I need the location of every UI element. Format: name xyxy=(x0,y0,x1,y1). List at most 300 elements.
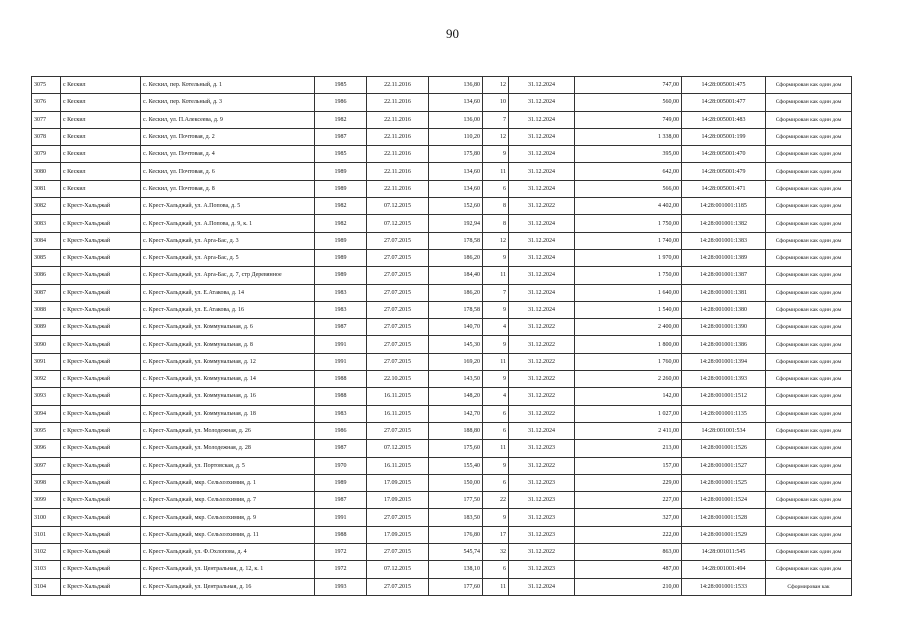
year-built-cell: 1972 xyxy=(315,544,367,561)
record-date-cell: 27.07.2015 xyxy=(367,509,429,526)
record-date-cell: 27.07.2015 xyxy=(367,267,429,284)
status-cell: Сформирован как один дом xyxy=(766,267,852,284)
cadastral-number-cell: 14:28:005001:199 xyxy=(682,128,766,145)
settlement-cell: с Кескил xyxy=(61,77,141,94)
table-row xyxy=(32,492,852,509)
cadastral-number-cell: 14:28:001001:1382 xyxy=(682,215,766,232)
end-date-cell: 31.12.2022 xyxy=(509,405,575,422)
area-cell: 176,80 xyxy=(429,526,483,543)
cadastral-number-cell: 14:28:001011:545 xyxy=(682,544,766,561)
residents-count-cell: 8 xyxy=(483,215,509,232)
table-row xyxy=(32,146,852,163)
year-built-cell: 1982 xyxy=(315,215,367,232)
cadastral-number-cell: 14:28:001001:1390 xyxy=(682,319,766,336)
cadastral-number-cell: 14:28:001001:1525 xyxy=(682,474,766,491)
end-date-cell: 31.12.2024 xyxy=(509,249,575,266)
area-cell: 138,10 xyxy=(429,561,483,578)
row-number-cell: 3101 xyxy=(32,526,61,543)
end-date-cell: 31.12.2024 xyxy=(509,232,575,249)
year-built-cell: 1993 xyxy=(315,578,367,595)
cadastral-number-cell: 14:28:005001:471 xyxy=(682,180,766,197)
residents-count-cell: 12 xyxy=(483,77,509,94)
status-cell: Сформирован как один дом xyxy=(766,353,852,370)
settlement-cell: с Кескил xyxy=(61,163,141,180)
row-number-cell: 3090 xyxy=(32,336,61,353)
cost-cell: 1 760,00 xyxy=(575,353,682,370)
row-number-cell: 3099 xyxy=(32,492,61,509)
area-cell: 183,50 xyxy=(429,509,483,526)
end-date-cell: 31.12.2022 xyxy=(509,336,575,353)
settlement-cell: с Крест-Хальджай xyxy=(61,301,141,318)
year-built-cell: 1983 xyxy=(315,301,367,318)
record-date-cell: 27.07.2015 xyxy=(367,336,429,353)
table-row xyxy=(32,336,852,353)
settlement-cell: с Крест-Хальджай xyxy=(61,388,141,405)
cadastral-number-cell: 14:28:001001:494 xyxy=(682,561,766,578)
status-cell: Сформирован как один дом xyxy=(766,509,852,526)
status-cell: Сформирован как один дом xyxy=(766,249,852,266)
cadastral-number-cell: 14:28:005001:477 xyxy=(682,94,766,111)
settlement-cell: с Крест-Хальджай xyxy=(61,284,141,301)
record-date-cell: 16.11.2015 xyxy=(367,405,429,422)
address-cell: с. Крест-Хальджай, ул. Е.Атакова, д. 16 xyxy=(141,301,315,318)
year-built-cell: 1985 xyxy=(315,77,367,94)
table-row xyxy=(32,544,852,561)
area-cell: 188,80 xyxy=(429,422,483,439)
record-date-cell: 07.12.2015 xyxy=(367,561,429,578)
record-date-cell: 22.11.2016 xyxy=(367,111,429,128)
row-number-cell: 3097 xyxy=(32,457,61,474)
cost-cell: 1 800,00 xyxy=(575,336,682,353)
status-cell: Сформирован как один дом xyxy=(766,319,852,336)
settlement-cell: с Крест-Хальджай xyxy=(61,509,141,526)
table-row xyxy=(32,163,852,180)
end-date-cell: 31.12.2024 xyxy=(509,422,575,439)
row-number-cell: 3102 xyxy=(32,544,61,561)
area-cell: 140,70 xyxy=(429,319,483,336)
record-date-cell: 27.07.2015 xyxy=(367,319,429,336)
record-date-cell: 27.07.2015 xyxy=(367,301,429,318)
cost-cell: 1 970,00 xyxy=(575,249,682,266)
cost-cell: 4 402,00 xyxy=(575,198,682,215)
cadastral-number-cell: 14:28:001001:1524 xyxy=(682,492,766,509)
address-cell: с. Крест-Хальджай, ул. Е.Атакова, д. 14 xyxy=(141,284,315,301)
settlement-cell: с Крест-Хальджай xyxy=(61,492,141,509)
table-row xyxy=(32,198,852,215)
residents-count-cell: 10 xyxy=(483,94,509,111)
end-date-cell: 31.12.2024 xyxy=(509,128,575,145)
area-cell: 545,74 xyxy=(429,544,483,561)
record-date-cell: 17.09.2015 xyxy=(367,474,429,491)
residents-count-cell: 4 xyxy=(483,319,509,336)
residents-count-cell: 9 xyxy=(483,371,509,388)
end-date-cell: 31.12.2022 xyxy=(509,457,575,474)
area-cell: 178,58 xyxy=(429,232,483,249)
settlement-cell: с Крест-Хальджай xyxy=(61,474,141,491)
address-cell: с. Кескил, ул. Почтовая, д. 4 xyxy=(141,146,315,163)
cadastral-number-cell: 14:28:001001:1529 xyxy=(682,526,766,543)
area-cell: 143,50 xyxy=(429,371,483,388)
address-cell: с. Крест-Хальджай, мкр. Сельхозхимия, д. 9 xyxy=(141,509,315,526)
year-built-cell: 1987 xyxy=(315,319,367,336)
status-cell: Сформирован как один дом xyxy=(766,77,852,94)
cadastral-number-cell: 14:28:001001:1185 xyxy=(682,198,766,215)
cost-cell: 210,00 xyxy=(575,578,682,595)
end-date-cell: 31.12.2024 xyxy=(509,301,575,318)
address-cell: с. Крест-Хальджай, ул. Ф.Охлопова, д. 4 xyxy=(141,544,315,561)
settlement-cell: с Крест-Хальджай xyxy=(61,198,141,215)
residents-count-cell: 9 xyxy=(483,457,509,474)
cost-cell: 327,00 xyxy=(575,509,682,526)
record-date-cell: 22.11.2016 xyxy=(367,94,429,111)
area-cell: 169,20 xyxy=(429,353,483,370)
table-row xyxy=(32,474,852,491)
end-date-cell: 31.12.2022 xyxy=(509,544,575,561)
address-cell: с. Крест-Хальджай, ул. Центральная, д. 16 xyxy=(141,578,315,595)
cadastral-number-cell: 14:28:001001:1528 xyxy=(682,509,766,526)
address-cell: с. Кескил, ул. Почтовая, д. 2 xyxy=(141,128,315,145)
cadastral-number-cell: 14:28:001001:1383 xyxy=(682,232,766,249)
address-cell: с. Крест-Хальджай, ул. Коммунальная, д. 18 xyxy=(141,405,315,422)
cadastral-number-cell: 14:28:005001:483 xyxy=(682,111,766,128)
end-date-cell: 31.12.2023 xyxy=(509,526,575,543)
address-cell: с. Крест-Хальджай, мкр. Сельхозхимия, д. 1 xyxy=(141,474,315,491)
residents-count-cell: 9 xyxy=(483,146,509,163)
residents-count-cell: 22 xyxy=(483,492,509,509)
row-number-cell: 3092 xyxy=(32,371,61,388)
end-date-cell: 31.12.2024 xyxy=(509,284,575,301)
table-row xyxy=(32,440,852,457)
year-built-cell: 1986 xyxy=(315,422,367,439)
address-cell: с. Крест-Хальджай, ул. Коммунальная, д. 6 xyxy=(141,319,315,336)
status-cell: Сформирован как один дом xyxy=(766,284,852,301)
end-date-cell: 31.12.2024 xyxy=(509,77,575,94)
record-date-cell: 16.11.2015 xyxy=(367,388,429,405)
year-built-cell: 1991 xyxy=(315,509,367,526)
end-date-cell: 31.12.2023 xyxy=(509,492,575,509)
table-row xyxy=(32,249,852,266)
cadastral-number-cell: 14:28:001001:1527 xyxy=(682,457,766,474)
address-cell: с. Кескил, ул. Почтовая, д. 8 xyxy=(141,180,315,197)
address-cell: с. Крест-Хальджай, мкр. Сельхозхимия, д. 7 xyxy=(141,492,315,509)
year-built-cell: 1985 xyxy=(315,146,367,163)
cost-cell: 2 260,00 xyxy=(575,371,682,388)
row-number-cell: 3076 xyxy=(32,94,61,111)
cost-cell: 142,00 xyxy=(575,388,682,405)
settlement-cell: с Крест-Хальджай xyxy=(61,561,141,578)
area-cell: 134,60 xyxy=(429,163,483,180)
address-cell: с. Крест-Хальджай, ул. Арга-Бас, д. 5 xyxy=(141,249,315,266)
row-number-cell: 3088 xyxy=(32,301,61,318)
area-cell: 175,80 xyxy=(429,146,483,163)
record-date-cell: 07.12.2015 xyxy=(367,198,429,215)
settlement-cell: с Крест-Хальджай xyxy=(61,319,141,336)
cadastral-number-cell: 14:28:001001:1394 xyxy=(682,353,766,370)
residents-count-cell: 32 xyxy=(483,544,509,561)
cadastral-number-cell: 14:28:001001:1526 xyxy=(682,440,766,457)
address-cell: с. Кескил, ул. П.Алексеева, д. 9 xyxy=(141,111,315,128)
row-number-cell: 3091 xyxy=(32,353,61,370)
settlement-cell: с Крест-Хальджай xyxy=(61,249,141,266)
status-cell: Сформирован как один дом xyxy=(766,440,852,457)
row-number-cell: 3080 xyxy=(32,163,61,180)
cost-cell: 1 750,00 xyxy=(575,215,682,232)
end-date-cell: 31.12.2023 xyxy=(509,474,575,491)
cadastral-number-cell: 14:28:005001:479 xyxy=(682,163,766,180)
area-cell: 150,00 xyxy=(429,474,483,491)
table-row xyxy=(32,561,852,578)
status-cell: Сформирован как один дом xyxy=(766,457,852,474)
row-number-cell: 3078 xyxy=(32,128,61,145)
end-date-cell: 31.12.2024 xyxy=(509,163,575,180)
table-row xyxy=(32,180,852,197)
record-date-cell: 27.07.2015 xyxy=(367,353,429,370)
row-number-cell: 3075 xyxy=(32,77,61,94)
residents-count-cell: 12 xyxy=(483,232,509,249)
address-cell: с. Крест-Хальджай, мкр. Сельхозхимия, д. 11 xyxy=(141,526,315,543)
area-cell: 136,00 xyxy=(429,111,483,128)
row-number-cell: 3077 xyxy=(32,111,61,128)
residents-count-cell: 11 xyxy=(483,267,509,284)
settlement-cell: с Крест-Хальджай xyxy=(61,267,141,284)
cost-cell: 749,00 xyxy=(575,111,682,128)
row-number-cell: 3085 xyxy=(32,249,61,266)
cost-cell: 227,00 xyxy=(575,492,682,509)
settlement-cell: с Крест-Хальджай xyxy=(61,405,141,422)
settlement-cell: с Крест-Хальджай xyxy=(61,457,141,474)
year-built-cell: 1989 xyxy=(315,180,367,197)
table-row xyxy=(32,371,852,388)
status-cell: Сформирован как один дом xyxy=(766,94,852,111)
end-date-cell: 31.12.2023 xyxy=(509,440,575,457)
housing-registry-table xyxy=(31,76,852,596)
row-number-cell: 3094 xyxy=(32,405,61,422)
cost-cell: 487,00 xyxy=(575,561,682,578)
cadastral-number-cell: 14:28:001001:1393 xyxy=(682,371,766,388)
table-row xyxy=(32,301,852,318)
year-built-cell: 1987 xyxy=(315,492,367,509)
cadastral-number-cell: 14:28:001001:1387 xyxy=(682,267,766,284)
cost-cell: 1 640,00 xyxy=(575,284,682,301)
record-date-cell: 22.10.2015 xyxy=(367,371,429,388)
settlement-cell: с Кескил xyxy=(61,111,141,128)
row-number-cell: 3100 xyxy=(32,509,61,526)
status-cell: Сформирован как один дом xyxy=(766,180,852,197)
end-date-cell: 31.12.2022 xyxy=(509,198,575,215)
status-cell: Сформирован как один дом xyxy=(766,492,852,509)
settlement-cell: с Крест-Хальджай xyxy=(61,371,141,388)
area-cell: 134,60 xyxy=(429,94,483,111)
settlement-cell: с Крест-Хальджай xyxy=(61,215,141,232)
record-date-cell: 07.12.2015 xyxy=(367,215,429,232)
status-cell: Сформирован как один дом xyxy=(766,198,852,215)
address-cell: с. Крест-Хальджай, ул. Молодежная, д. 26 xyxy=(141,422,315,439)
year-built-cell: 1991 xyxy=(315,336,367,353)
cost-cell: 213,00 xyxy=(575,440,682,457)
row-number-cell: 3093 xyxy=(32,388,61,405)
record-date-cell: 27.07.2015 xyxy=(367,544,429,561)
address-cell: с. Кескил, ул. Почтовая, д. 6 xyxy=(141,163,315,180)
cost-cell: 2 411,00 xyxy=(575,422,682,439)
area-cell: 152,60 xyxy=(429,198,483,215)
residents-count-cell: 11 xyxy=(483,163,509,180)
residents-count-cell: 6 xyxy=(483,474,509,491)
address-cell: с. Крест-Хальджай, ул. Молодежная, д. 28 xyxy=(141,440,315,457)
cadastral-number-cell: 14:28:005001:475 xyxy=(682,77,766,94)
cost-cell: 1 540,00 xyxy=(575,301,682,318)
end-date-cell: 31.12.2024 xyxy=(509,267,575,284)
address-cell: с. Крест-Хальджай, ул. Коммунальная, д. 14 xyxy=(141,371,315,388)
record-date-cell: 22.11.2016 xyxy=(367,77,429,94)
address-cell: с. Крест-Хальджай, ул. А.Попова, д. 5 xyxy=(141,198,315,215)
end-date-cell: 31.12.2024 xyxy=(509,578,575,595)
cadastral-number-cell: 14:28:001001:1389 xyxy=(682,249,766,266)
address-cell: с. Крест-Хальджай, ул. Коммунальная, д. 12 xyxy=(141,353,315,370)
residents-count-cell: 9 xyxy=(483,336,509,353)
row-number-cell: 3087 xyxy=(32,284,61,301)
year-built-cell: 1991 xyxy=(315,353,367,370)
status-cell: Сформирован как один дом xyxy=(766,232,852,249)
table-row xyxy=(32,128,852,145)
record-date-cell: 22.11.2016 xyxy=(367,146,429,163)
residents-count-cell: 7 xyxy=(483,111,509,128)
cadastral-number-cell: 14:28:001001:1533 xyxy=(682,578,766,595)
cost-cell: 747,00 xyxy=(575,77,682,94)
cadastral-number-cell: 14:28:001001:1386 xyxy=(682,336,766,353)
row-number-cell: 3086 xyxy=(32,267,61,284)
end-date-cell: 31.12.2024 xyxy=(509,146,575,163)
row-number-cell: 3079 xyxy=(32,146,61,163)
row-number-cell: 3083 xyxy=(32,215,61,232)
row-number-cell: 3095 xyxy=(32,422,61,439)
record-date-cell: 27.07.2015 xyxy=(367,232,429,249)
status-cell: Сформирован как один дом xyxy=(766,111,852,128)
record-date-cell: 16.11.2015 xyxy=(367,457,429,474)
year-built-cell: 1988 xyxy=(315,371,367,388)
area-cell: 192,94 xyxy=(429,215,483,232)
cost-cell: 1 027,00 xyxy=(575,405,682,422)
residents-count-cell: 9 xyxy=(483,509,509,526)
residents-count-cell: 6 xyxy=(483,561,509,578)
year-built-cell: 1989 xyxy=(315,267,367,284)
cadastral-number-cell: 14:28:001001:1135 xyxy=(682,405,766,422)
area-cell: 177,60 xyxy=(429,578,483,595)
cadastral-number-cell: 14:28:005001:470 xyxy=(682,146,766,163)
cost-cell: 1 338,00 xyxy=(575,128,682,145)
table-row xyxy=(32,457,852,474)
status-cell: Сформирован как один дом xyxy=(766,526,852,543)
end-date-cell: 31.12.2024 xyxy=(509,94,575,111)
page-number: 90 xyxy=(446,26,459,41)
record-date-cell: 22.11.2016 xyxy=(367,163,429,180)
settlement-cell: с Кескил xyxy=(61,146,141,163)
table-row xyxy=(32,94,852,111)
settlement-cell: с Кескил xyxy=(61,180,141,197)
table-row xyxy=(32,215,852,232)
cadastral-number-cell: 14:28:001001:1512 xyxy=(682,388,766,405)
year-built-cell: 1989 xyxy=(315,249,367,266)
address-cell: с. Крест-Хальджай, ул. Центральная, д. 12, к. 1 xyxy=(141,561,315,578)
year-built-cell: 1987 xyxy=(315,128,367,145)
row-number-cell: 3098 xyxy=(32,474,61,491)
cost-cell: 560,00 xyxy=(575,94,682,111)
residents-count-cell: 11 xyxy=(483,578,509,595)
cost-cell: 2 400,00 xyxy=(575,319,682,336)
status-cell: Сформирован как один дом xyxy=(766,163,852,180)
end-date-cell: 31.12.2022 xyxy=(509,371,575,388)
settlement-cell: с Кескил xyxy=(61,94,141,111)
cost-cell: 642,00 xyxy=(575,163,682,180)
cost-cell: 1 750,00 xyxy=(575,267,682,284)
year-built-cell: 1989 xyxy=(315,474,367,491)
settlement-cell: с Крест-Хальджай xyxy=(61,353,141,370)
area-cell: 110,20 xyxy=(429,128,483,145)
year-built-cell: 1986 xyxy=(315,94,367,111)
record-date-cell: 27.07.2015 xyxy=(367,284,429,301)
address-cell: с. Крест-Хальджай, ул. Коммунальная, д. 16 xyxy=(141,388,315,405)
table-row xyxy=(32,77,852,94)
end-date-cell: 31.12.2022 xyxy=(509,353,575,370)
year-built-cell: 1989 xyxy=(315,232,367,249)
settlement-cell: с Кескил xyxy=(61,128,141,145)
residents-count-cell: 4 xyxy=(483,388,509,405)
record-date-cell: 27.07.2015 xyxy=(367,249,429,266)
area-cell: 184,40 xyxy=(429,267,483,284)
residents-count-cell: 6 xyxy=(483,405,509,422)
status-cell: Сформирован как один дом xyxy=(766,336,852,353)
address-cell: с. Крест-Хальджай, ул. Арга-Бас, д. 7, стр Деревянное xyxy=(141,267,315,284)
cost-cell: 863,00 xyxy=(575,544,682,561)
record-date-cell: 22.11.2016 xyxy=(367,128,429,145)
residents-count-cell: 9 xyxy=(483,301,509,318)
address-cell: с. Крест-Хальджай, ул. Арга-Бас, д. 3 xyxy=(141,232,315,249)
row-number-cell: 3084 xyxy=(32,232,61,249)
table-row xyxy=(32,526,852,543)
address-cell: с. Кескил, пер. Котельный, д. 3 xyxy=(141,94,315,111)
status-cell: Сформирован как xyxy=(766,578,852,595)
table-row xyxy=(32,267,852,284)
area-cell: 186,20 xyxy=(429,284,483,301)
area-cell: 177,50 xyxy=(429,492,483,509)
row-number-cell: 3089 xyxy=(32,319,61,336)
status-cell: Сформирован как один дом xyxy=(766,146,852,163)
residents-count-cell: 7 xyxy=(483,284,509,301)
row-number-cell: 3103 xyxy=(32,561,61,578)
settlement-cell: с Крест-Хальджай xyxy=(61,544,141,561)
cost-cell: 157,00 xyxy=(575,457,682,474)
cost-cell: 1 740,00 xyxy=(575,232,682,249)
year-built-cell: 1982 xyxy=(315,111,367,128)
end-date-cell: 31.12.2023 xyxy=(509,561,575,578)
residents-count-cell: 6 xyxy=(483,180,509,197)
end-date-cell: 31.12.2024 xyxy=(509,215,575,232)
residents-count-cell: 12 xyxy=(483,128,509,145)
area-cell: 186,20 xyxy=(429,249,483,266)
table-row xyxy=(32,509,852,526)
settlement-cell: с Крест-Хальджай xyxy=(61,578,141,595)
status-cell: Сформирован как один дом xyxy=(766,371,852,388)
area-cell: 134,60 xyxy=(429,180,483,197)
cost-cell: 395,00 xyxy=(575,146,682,163)
address-cell: с. Кескил, пер. Котельный, д. 1 xyxy=(141,77,315,94)
record-date-cell: 17.09.2015 xyxy=(367,526,429,543)
year-built-cell: 1972 xyxy=(315,561,367,578)
address-cell: с. Крест-Хальджай, ул. А.Попова, д. 9, к. 1 xyxy=(141,215,315,232)
record-date-cell: 27.07.2015 xyxy=(367,578,429,595)
area-cell: 178,58 xyxy=(429,301,483,318)
end-date-cell: 31.12.2022 xyxy=(509,388,575,405)
table-row xyxy=(32,232,852,249)
